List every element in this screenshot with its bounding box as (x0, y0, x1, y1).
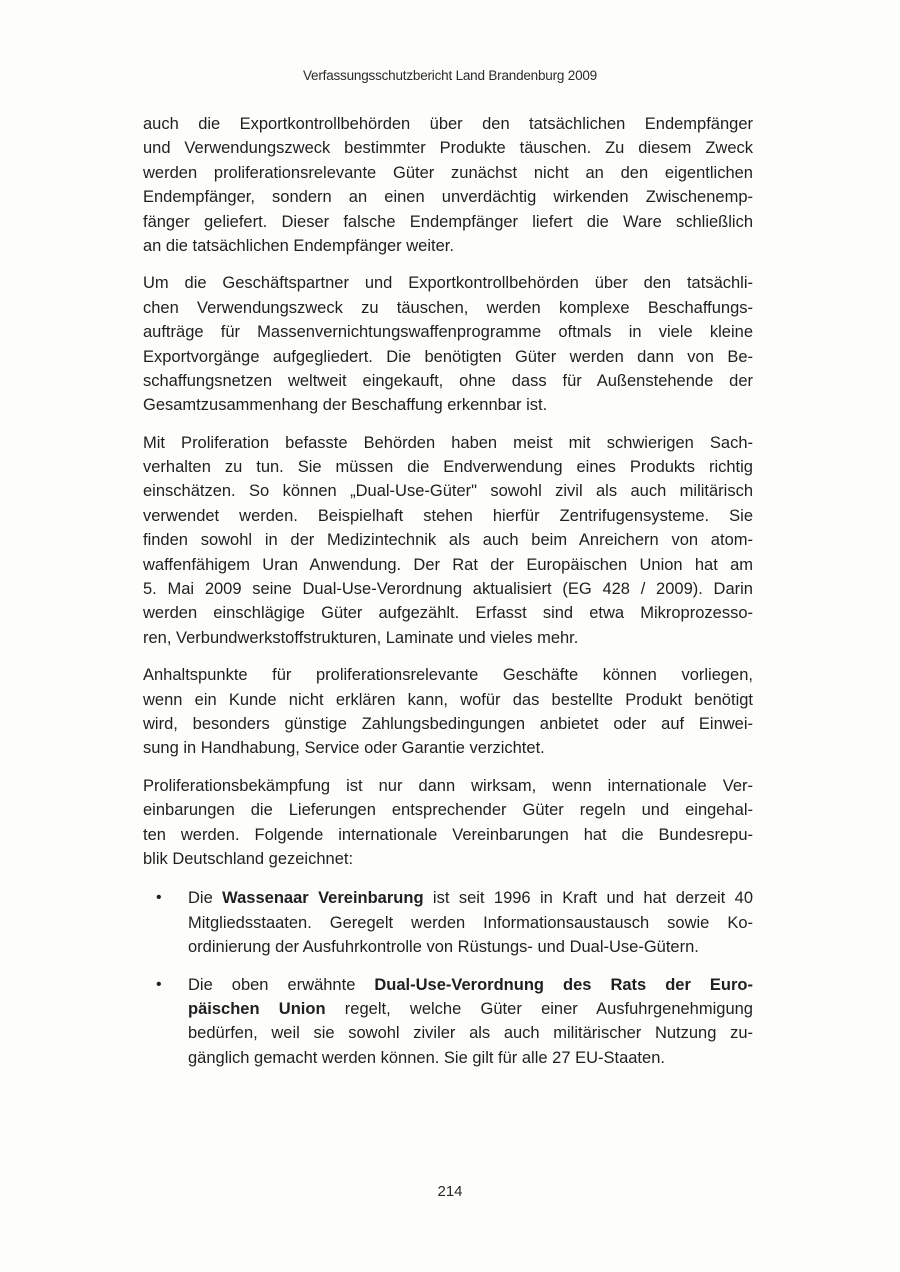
bold-term: päischen Union (188, 999, 326, 1018)
paragraph (143, 774, 753, 872)
text-line: wird, besonders günstige Zahlungsbedingungen anbietet oder auf Einwei- (143, 714, 753, 733)
paragraph (143, 431, 753, 651)
text-line: aufträge für Massenvernichtungswaffenprogramme oftmals in viele kleine (143, 323, 753, 342)
text-line: Endempfänger, sondern an einen unverdächtig wirkenden Zwischenemp- (143, 188, 753, 207)
text-line: chen Verwendungszweck zu täuschen, werden komplexe Beschaffungs- (143, 298, 753, 317)
text-line: verwendet werden. Beispielhaft stehen hierfür Zentrifugensysteme. Sie (143, 506, 753, 525)
list-item (143, 973, 753, 1071)
text-line (188, 997, 753, 1021)
text-line: blik Deutschland gezeichnet: (143, 849, 354, 868)
text-line: wenn ein Kunde nicht erklären kann, wofür das bestellte Produkt benötigt (143, 690, 753, 709)
text-line: Proliferationsbekämpfung ist nur dann wirksam, wenn internationale Ver- (143, 776, 753, 795)
text-line: Mit Proliferation befasste Behörden haben meist mit schwierigen Sach- (143, 433, 753, 452)
text-line: schaffungsnetzen weltweit eingekauft, ohne dass für Außenstehende der (143, 371, 753, 390)
list-item (143, 886, 753, 959)
text-line: Exportvorgänge aufgegliedert. Die benötigten Güter werden dann von Be- (143, 347, 753, 366)
text-line: finden sowohl in der Medizintechnik als auch beim Anreichern von atom- (143, 531, 753, 550)
paragraph (143, 112, 753, 258)
text-fragment: Die oben erwähnte (188, 975, 375, 994)
text-line: Um die Geschäftspartner und Exportkontrollbehörden über den tatsächli- (143, 274, 753, 293)
text-line: waffenfähigem Uran Anwendung. Der Rat der Europäischen Union hat am (143, 555, 753, 574)
text-line: Anhaltspunkte für proliferationsrelevante Geschäfte können vorliegen, (143, 666, 753, 685)
paragraph (143, 663, 753, 761)
bold-term: Dual-Use-Verordnung des Rats der Euro- (374, 975, 753, 994)
bullet-icon: • (156, 975, 162, 993)
paragraph (143, 271, 753, 417)
text-fragment: regelt, welche Güter einer Ausfuhrgenehmigung (325, 999, 753, 1018)
text-line: an die tatsächlichen Endempfänger weiter. (143, 236, 454, 255)
text-line: und Verwendungszweck bestimmter Produkte täuschen. Zu diesem Zweck (143, 139, 753, 158)
text-fragment: Die (188, 889, 223, 908)
bullet-icon: • (156, 889, 162, 907)
text-line: auch die Exportkontrollbehörden über den tatsächlichen Endempfänger (143, 115, 753, 133)
agreements-list (143, 886, 753, 1070)
text-line: ren, Verbundwerkstoffstrukturen, Laminate und vieles mehr. (143, 628, 579, 647)
text-line: einschätzen. So können „Dual-Use-Güter" sowohl zivil als auch militärisch (143, 482, 753, 501)
text-line (188, 886, 753, 910)
text-line: ten werden. Folgende internationale Vereinbarungen hat die Bundesrepu- (143, 825, 753, 844)
text-line: einbarungen die Lieferungen entsprechender Güter regeln und eingehal- (143, 801, 753, 820)
body-text (143, 112, 753, 1083)
bold-term: Wassenaar Vereinbarung (222, 889, 424, 908)
text-line: werden einschlägige Güter aufgezählt. Erfasst sind etwa Mikroprozesso- (143, 604, 753, 623)
text-line: sung in Handhabung, Service oder Garantie verzichtet. (143, 739, 545, 758)
text-line: Gesamtzusammenhang der Beschaffung erkennbar ist. (143, 396, 548, 415)
text-line (188, 973, 753, 997)
running-header: Verfassungsschutzbericht Land Brandenburg 2009 (302, 68, 597, 83)
text-line: werden proliferationsrelevante Güter zunächst nicht an den eigentlichen (143, 163, 753, 182)
text-line: 5. Mai 2009 seine Dual-Use-Verordnung aktualisiert (EG 428 / 2009). Darin (143, 580, 753, 599)
text-line: ordinierung der Ausfuhrkontrolle von Rüstungs- und Dual-Use-Gütern. (188, 938, 699, 957)
text-line: verhalten zu tun. Sie müssen die Endverwendung eines Produkts richtig (143, 458, 753, 477)
page-number: 214 (437, 1183, 463, 1200)
text-line: fänger geliefert. Dieser falsche Endempfänger liefert die Ware schließlich (143, 212, 753, 231)
text-line: gänglich gemacht werden können. Sie gilt für alle 27 EU-Staaten. (188, 1048, 665, 1067)
text-fragment: ist seit 1996 in Kraft und hat derzeit 40 (423, 889, 754, 908)
text-line: Mitgliedsstaaten. Geregelt werden Informationsaustausch sowie Ko- (188, 913, 753, 932)
text-line: bedürfen, weil sie sowohl ziviler als auch militärischer Nutzung zu- (188, 1024, 753, 1043)
